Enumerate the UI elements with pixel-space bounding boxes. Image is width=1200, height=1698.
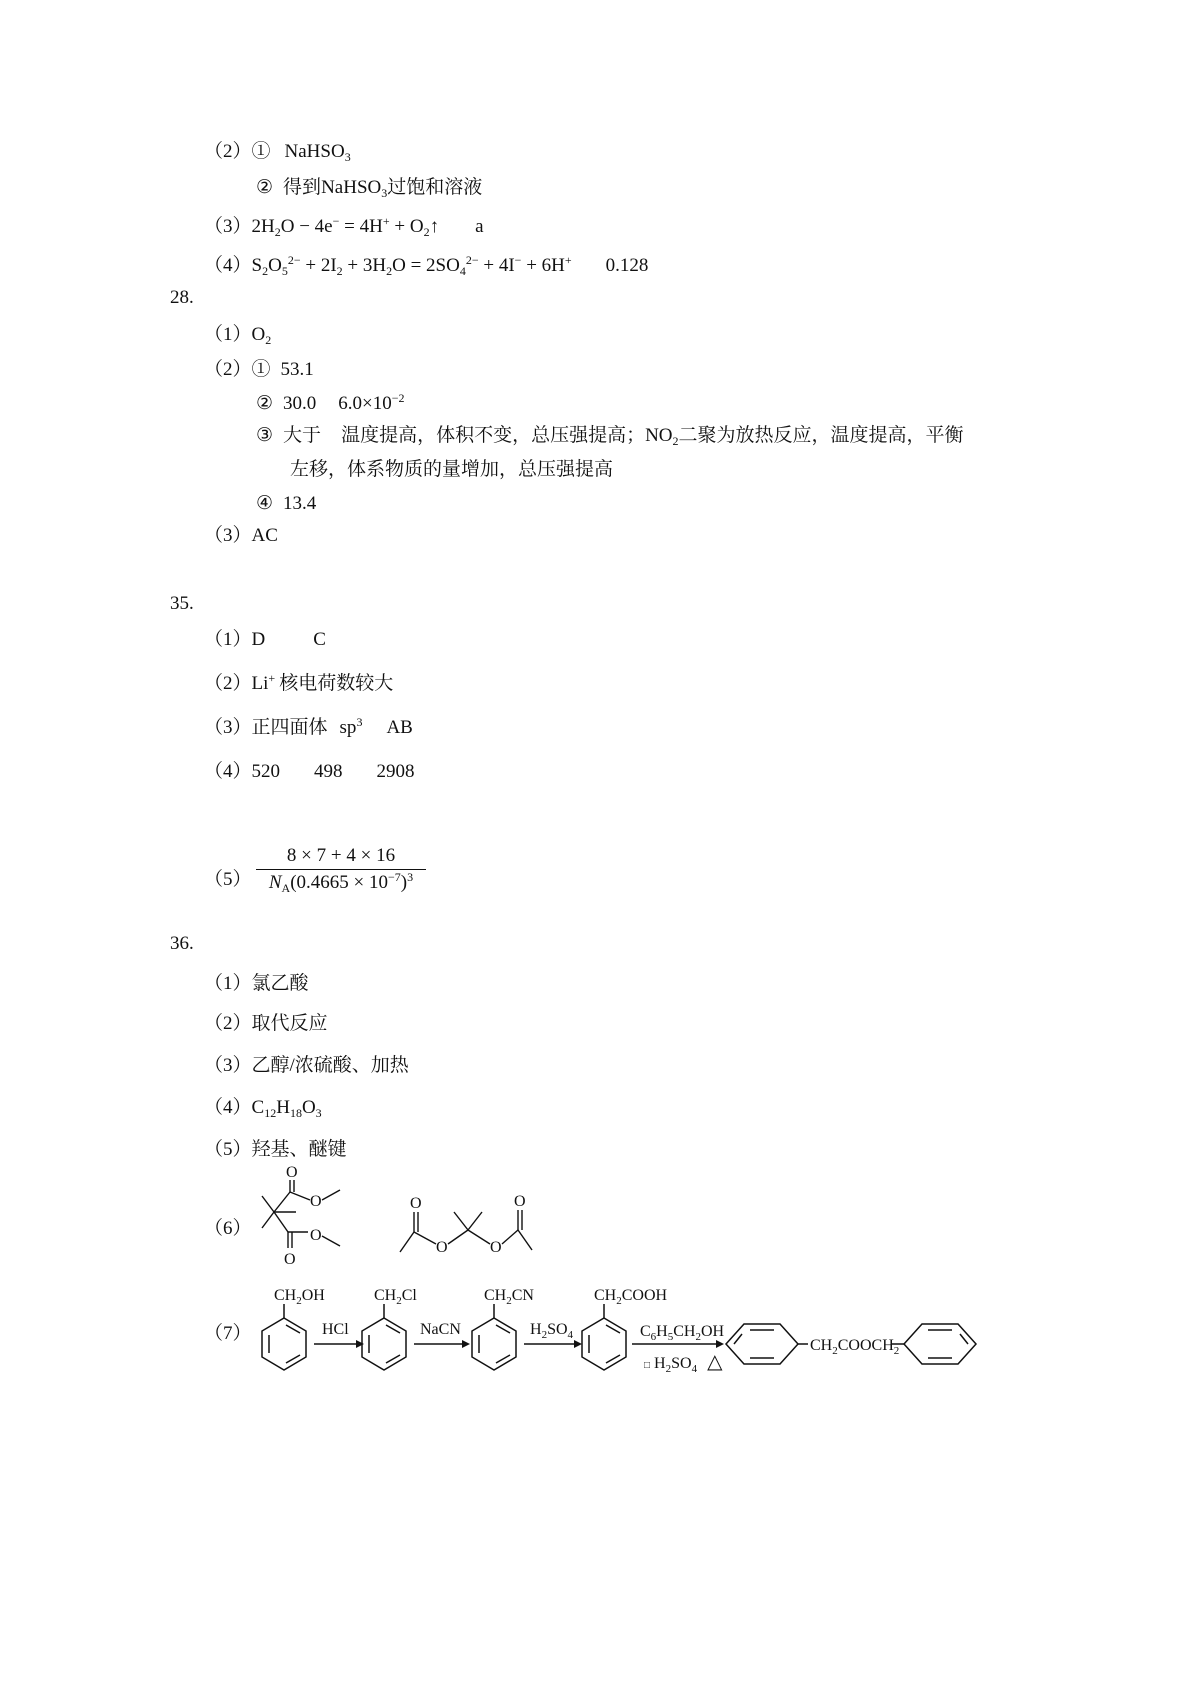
q35-number: 35. xyxy=(170,593,194,614)
condition-conc-h2so4-heat: □ $H_2SO_4$ △ xyxy=(644,1351,723,1375)
q35-part4-answer-b: 498 xyxy=(314,761,343,782)
benzene-ring-2 xyxy=(362,1304,406,1370)
q28-part2-circle4: ④ xyxy=(256,493,274,514)
substituent-ch2cooh: $CH_2COOH$ xyxy=(594,1287,668,1307)
q36-part4-formula: $C_{12}H_{18}O_3$ xyxy=(251,1097,322,1120)
q27-part2-circle1: ① xyxy=(251,141,271,162)
q35-part3-answer-a: 正四面体 xyxy=(251,717,328,738)
q28-part3-answer: AC xyxy=(251,525,278,546)
q27-part3-equation: $2H_2O - 4e^- = 4H^+$ + $O_2↑$ xyxy=(251,214,440,239)
q35-part2-label: （2） xyxy=(204,673,252,694)
reaction-arrow-4 xyxy=(632,1340,724,1348)
q36-part5-answer: 羟基、醚键 xyxy=(251,1139,347,1160)
benzene-ring-3 xyxy=(472,1304,516,1370)
q36-part4-label: （4） xyxy=(204,1097,252,1118)
q28-part2-circle1: ① xyxy=(251,359,271,380)
benzene-ring-1 xyxy=(262,1304,306,1370)
q36-part2-answer: 取代反应 xyxy=(251,1013,328,1034)
benzene-ring-product-right xyxy=(892,1324,976,1364)
q27-part2-label: （2） xyxy=(204,141,252,162)
q36-part5-label: （5） xyxy=(204,1139,252,1160)
q35-part4-answer-c: 2908 xyxy=(376,761,415,782)
q28-part2-answer4: 13.4 xyxy=(283,493,317,514)
benzene-ring-4 xyxy=(582,1304,626,1370)
q36-number: 36. xyxy=(170,933,194,954)
reaction-arrow-1 xyxy=(314,1340,364,1348)
o-atom-1: O xyxy=(286,1164,298,1181)
q35-part3-label: （3） xyxy=(204,717,252,738)
reagent-benzyl-alcohol: $C_6H_5CH_2OH$ xyxy=(640,1323,725,1343)
q28-part2-answer1: 53.1 xyxy=(280,359,314,380)
q27-part3-electrode: a xyxy=(475,216,484,237)
q35-part5-label: （5） xyxy=(204,869,252,890)
q36-structure-diacetoxypropane xyxy=(400,1210,532,1252)
q27-part4-label: （4） xyxy=(204,255,252,276)
reagent-hcl: HCl xyxy=(322,1321,349,1338)
q28-part1-label: （1） xyxy=(204,324,252,345)
q27-part4-value: 0.128 xyxy=(605,255,649,276)
q27-part2-circle2: ② xyxy=(256,177,274,198)
q35-part5-denominator: $N_A(0.4665 \times 10^{-7})^3$ xyxy=(268,870,414,895)
reagent-h2so4: $H_2SO_4$ xyxy=(530,1321,574,1341)
q28-number: 28. xyxy=(170,287,194,308)
q35-part3-answer-b: $sp^3$ xyxy=(339,715,363,738)
o-atom-6: O xyxy=(436,1239,448,1256)
q28-part2-label: （2） xyxy=(204,359,252,380)
q28-part2-answer3a: 大于 xyxy=(283,425,322,446)
q27-part4-equation: $S_2O_5^{2-} + 2I_2 + 3H_2O = 2SO_4^{2-} + 4I^- + 6H^+$ xyxy=(251,253,572,278)
q35-part2-answer: Li+ 核电荷数较大 xyxy=(251,671,394,694)
q35-part1-label: （1） xyxy=(204,629,252,650)
reaction-arrow-3 xyxy=(524,1340,582,1348)
q28-part1-answer: $O_2$ xyxy=(251,324,272,347)
o-atom-8: O xyxy=(514,1193,526,1210)
q35-part5-numerator: 8 × 7 + 4 × 16 xyxy=(256,845,426,870)
q35-part4-answer-a: 520 xyxy=(251,761,281,782)
q36-part1-answer: 氯乙酸 xyxy=(251,973,309,994)
reagent-nacn: NaCN xyxy=(420,1321,461,1338)
benzene-ring-product-left xyxy=(726,1324,808,1364)
q36-part1-label: （1） xyxy=(204,973,252,994)
o-atom-5: O xyxy=(410,1195,422,1212)
product-linker: $CH_2COOCH_2$ xyxy=(810,1337,900,1357)
q35-part3-answer-c: AB xyxy=(386,717,413,738)
o-atom-2: O xyxy=(310,1193,322,1210)
q28-part2-answer2a: 30.0 xyxy=(283,393,317,414)
q36-part3-answer: 乙醇/浓硫酸、加热 xyxy=(251,1055,409,1076)
q27-part2-answer1: NaHSO$_3$ xyxy=(284,141,351,164)
q36-part2-label: （2） xyxy=(204,1013,252,1034)
q36-part6-label: （6） xyxy=(204,1218,252,1239)
q28-part2-circle3: ③ xyxy=(256,425,274,446)
q27-part2-answer2: 得到NaHSO$_3$过饱和溶液 xyxy=(283,177,483,200)
o-atom-7: O xyxy=(490,1239,502,1256)
q27-part3-label: （3） xyxy=(204,216,252,237)
substituent-ch2cl: $CH_2Cl$ xyxy=(374,1287,417,1307)
q35-part4-label: （4） xyxy=(204,761,252,782)
substituent-ch2cn: $CH_2CN$ xyxy=(484,1287,534,1307)
q35-part1-answer-b: C xyxy=(313,629,326,650)
o-atom-4: O xyxy=(284,1251,296,1268)
q36-part3-label: （3） xyxy=(204,1055,252,1076)
q36-structure-dimethyl-malonate xyxy=(262,1180,340,1248)
o-atom-3: O xyxy=(310,1227,322,1244)
q28-part2-answer3b: 温度提高，体积不变，总压强提高；$NO_2$二聚为放热反应，温度提高，平衡 xyxy=(341,425,964,448)
q28-part2-circle2: ② xyxy=(256,393,274,414)
substituent-ch2oh: $CH_2OH$ xyxy=(274,1287,325,1307)
q28-part2-line3-continued: 左移，体系物质的量增加，总压强提高 xyxy=(290,459,614,480)
q28-part2-answer2b: $6.0\times 10^{-2}$ xyxy=(338,391,405,414)
reaction-arrow-2 xyxy=(414,1340,470,1348)
q36-part7-label: （7） xyxy=(204,1323,252,1344)
q35-part1-answer-a: D xyxy=(251,629,266,650)
q28-part3-label: （3） xyxy=(204,525,252,546)
